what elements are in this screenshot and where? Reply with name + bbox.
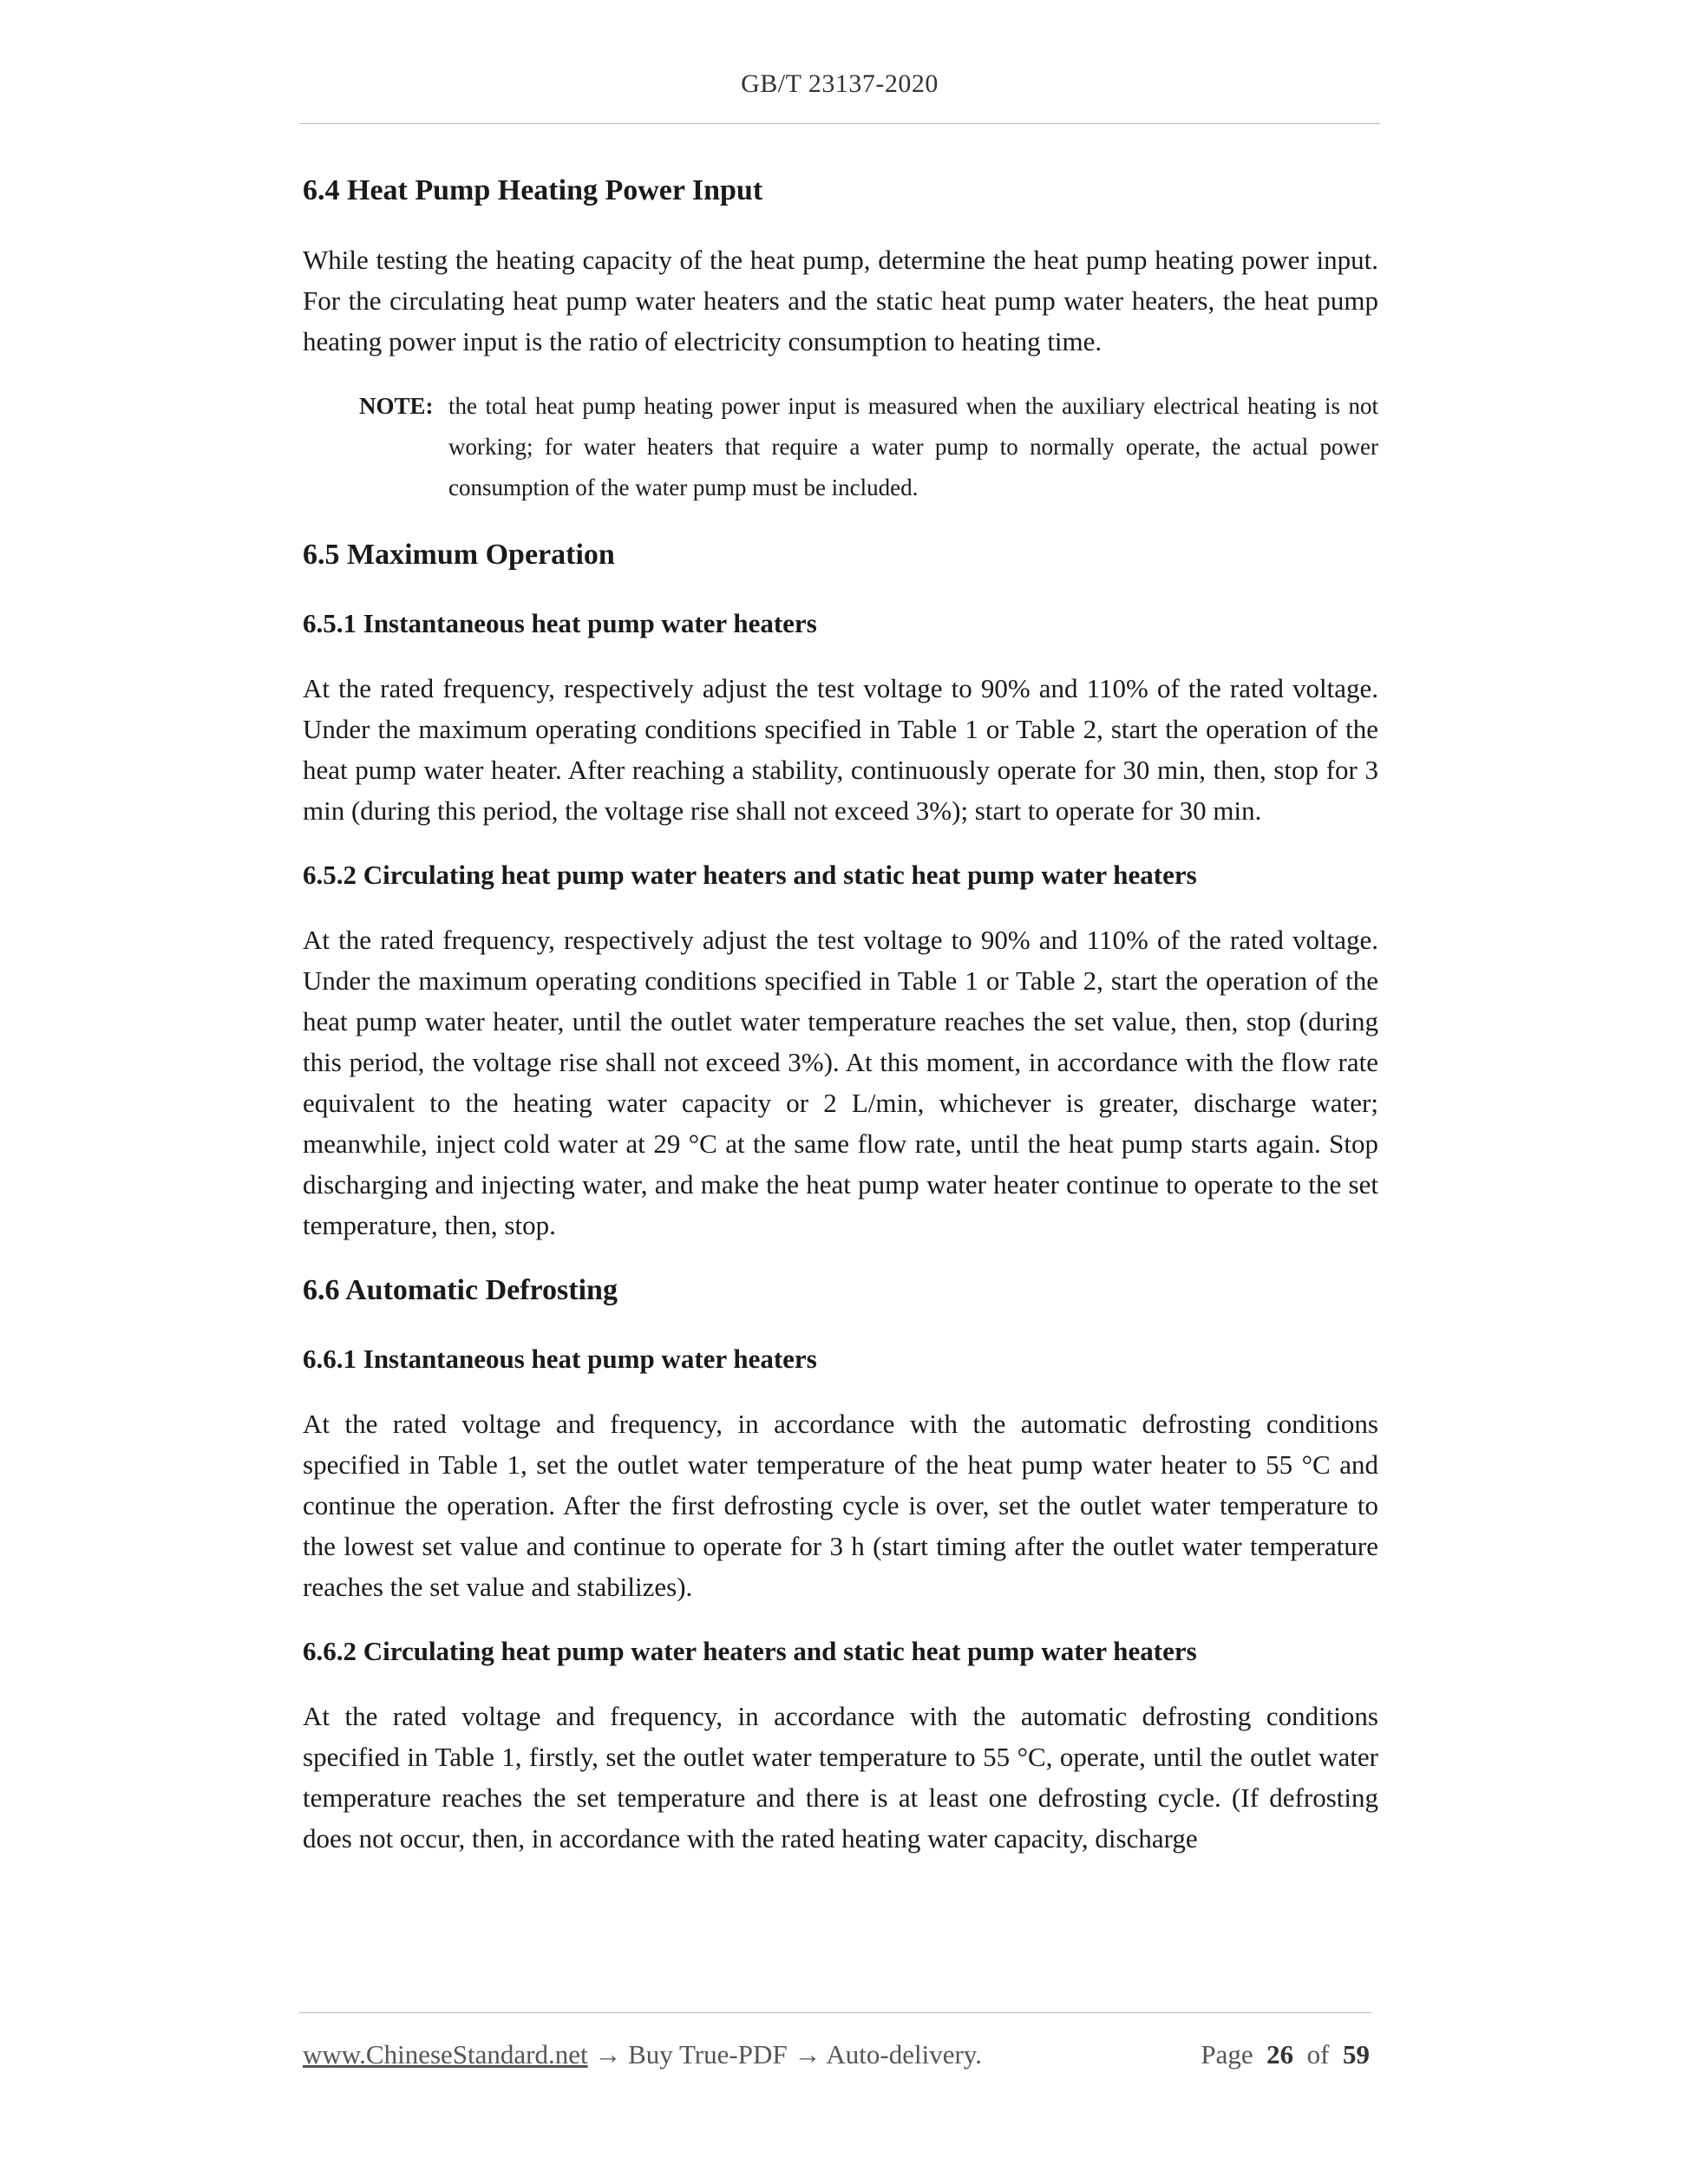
buy-true-pdf-text: Buy True-PDF <box>628 2039 788 2070</box>
section-6-4-note <box>359 386 1378 508</box>
of-label: of <box>1306 2039 1330 2070</box>
section-6-4-heading: 6.4 Heat Pump Heating Power Input <box>303 174 763 206</box>
section-6-6-1-paragraph: At the rated voltage and frequency, in accordance with the automatic defrosting conditions specified in Table 1, set the outlet water temperature of the heat pump water heater to 55 °C and continue the operation. After the first defrosting cycle is over, set the outlet water temperature to the lowest set value and continue to operate for 3 h (start timing after the outlet water temperature reaches the set value and stabilizes). <box>303 1409 1378 1602</box>
chinesestandard-link[interactable]: www.ChineseStandard.net <box>303 2039 588 2070</box>
section-6-6-1-heading: 6.6.1 Instantaneous heat pump water heaters <box>303 1344 817 1374</box>
note-label: NOTE: <box>359 393 434 419</box>
section-6-5-heading: 6.5 Maximum Operation <box>303 539 615 571</box>
document-body <box>303 170 1378 1883</box>
auto-delivery-text: Auto-delivery. <box>826 2039 983 2070</box>
section-6-5-2-paragraph: At the rated frequency, respectively adjust the test voltage to 90% and 110% of the rated voltage. Under the maximum operating conditions specified in Table 1 or Table 2, start the operation of the heat pump water heater, until the outlet water temperature reaches the set value, then, stop (during this period, the voltage rise shall not exceed 3%). At this moment, in accordance with the flow rate equivalent to the heating water capacity or 2 L/min, whichever is greater, discharge water; meanwhile, inject cold water at 29 °C at the same flow rate, until the heat pump starts again. Stop discharging and injecting water, and make the heat pump water heater continue to operate to the set temperature, then, stop. <box>303 925 1378 1240</box>
section-6-6-2-heading: 6.6.2 Circulating heat pump water heaters and static heat pump water heaters <box>303 1636 1197 1666</box>
page-label: Page <box>1201 2039 1253 2070</box>
section-6-5-1-heading: 6.5.1 Instantaneous heat pump water heaters <box>303 608 817 638</box>
section-6-5-1-paragraph: At the rated frequency, respectively adjust the test voltage to 90% and 110% of the rated voltage. Under the maximum operating conditions specified in Table 1 or Table 2, start the operation of the heat pump water heater. After reaching a stability, continuously operate for 30 min, then, stop for 3 min (during this period, the voltage rise shall not exceed 3%); start to operate for 30 min. <box>303 673 1378 826</box>
footer-divider <box>299 2012 1371 2013</box>
standard-code-header: GB/T 23137-2020 <box>741 69 939 98</box>
section-6-6-2-paragraph: At the rated voltage and frequency, in accordance with the automatic defrosting conditions specified in Table 1, firstly, set the outlet water temperature to 55 °C, operate, until the outlet water temperature reaches the set temperature and there is at least one defrosting cycle. (If defrosting does not occur, then, in accordance with the rated heating water capacity, discharge <box>303 1701 1378 1854</box>
section-6-6-heading: 6.6 Automatic Defrosting <box>303 1274 618 1306</box>
header-divider <box>299 123 1380 124</box>
total-pages-number: 59 <box>1343 2039 1370 2070</box>
arrow-icon: → <box>794 2039 821 2070</box>
note-text-content: the total heat pump heating power input is measured when the auxiliary electrical heating is not working; for water heaters that require a water pump to normally operate, the actual power consumption of the water pump must be included. <box>448 393 1378 500</box>
current-page-number: 26 <box>1266 2039 1294 2070</box>
note-text <box>359 386 1378 508</box>
arrow-icon: → <box>594 2039 622 2070</box>
footer-links <box>303 2036 982 2074</box>
section-6-5-2-heading: 6.5.2 Circulating heat pump water heaters and static heat pump water heaters <box>303 860 1197 890</box>
section-6-4-paragraph: While testing the heating capacity of the heat pump, determine the heat pump heating power input. For the circulating heat pump water heaters and the static heat pump water heaters, the heat pump heating power input is the ratio of electricity consumption to heating time. <box>303 245 1378 356</box>
page-number-indicator <box>1201 2036 1370 2074</box>
